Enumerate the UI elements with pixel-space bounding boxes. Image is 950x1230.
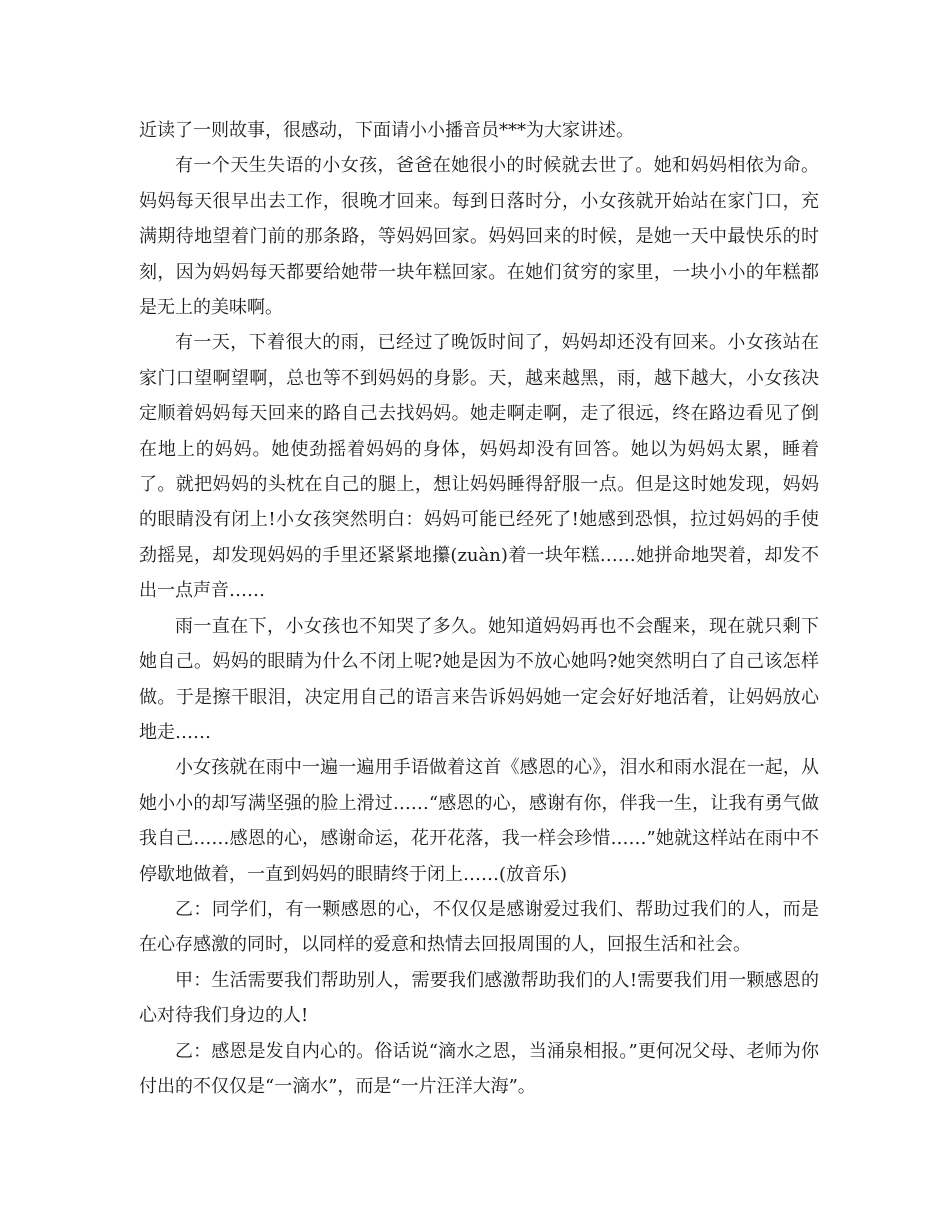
paragraph-intro: 近读了一则故事，很感动，下面请小小播音员***为大家讲述。 xyxy=(139,120,634,141)
paragraph-speaker-yi-2: 乙：感恩是发自内心的。俗话说“滴水之恩，当涌泉相报。”更何况父母、老师为你付出的不仅仅是“一滴水”，而是“一片汪洋大海”。 xyxy=(139,1040,819,1097)
paragraph-rainy-day: 有一天，下着很大的雨，已经过了晚饭时间了，妈妈却还没有回来。小女孩站在家门口望啊望啊，总也等不到妈妈的身影。天，越来越黑，雨，越下越大，小女孩决定顺着妈妈每天回来的路自己去找妈妈。她走啊走啊，走了很远，终在路边看见了倒在地上的妈妈。她使劲摇着妈妈的身体，妈妈却没有回答。她以为妈妈太累，睡着了。就把妈妈的头枕在自己的腿上，想让妈妈睡得舒服一点。但是这时她发现，妈妈的眼睛没有闭上!小女孩突然明白：妈妈可能已经死了!她感到恐惧，拉过妈妈的手使劲摇晃，却发现妈妈的手里还紧紧地攥(zuàn)着一块年糕……她拼命地哭着，却发不出一点声音…… xyxy=(139,332,819,602)
document-body xyxy=(139,113,819,1104)
paragraph-speaker-jia: 甲：生活需要我们帮助别人，需要我们感激帮助我们的人!需要我们用一颗感恩的心对待我们身边的人! xyxy=(139,969,819,1027)
paragraph-sign-language-song: 小女孩就在雨中一遍一遍用手语做着这首《感恩的心》，泪水和雨水混在一起，从她小小的却写满坚强的脸上滑过……“感恩的心，感谢有你，伴我一生，让我有勇气做我自己……感恩的心，感谢命运，花开花落，我一样会珍惜……”她就这样站在雨中不停歇地做着，一直到妈妈的眼睛终于闭上……(放音乐) xyxy=(139,757,819,885)
paragraph-speaker-yi-1: 乙：同学们，有一颗感恩的心，不仅仅是感谢爱过我们、帮助过我们的人，而是在心存感激的同时，以同样的爱意和热情去回报周围的人，回报生活和社会。 xyxy=(139,898,819,956)
paragraph-realization: 雨一直在下，小女孩也不知哭了多久。她知道妈妈再也不会醒来，现在就只剩下她自己。妈妈的眼睛为什么不闭上呢?她是因为不放心她吗?她突然明白了自己该怎样做。于是擦干眼泪，决定用自己的语言来告诉妈妈她一定会好好地活着，让妈妈放心地走…… xyxy=(139,615,819,743)
paragraph-story-beginning: 有一个天生失语的小女孩，爸爸在她很小的时候就去世了。她和妈妈相依为命。妈妈每天很早出去工作，很晚才回来。每到日落时分，小女孩就开始站在家门口，充满期待地望着门前的那条路，等妈妈回家。妈妈回来的时候，是她一天中最快乐的时刻，因为妈妈每天都要给她带一块年糕回家。在她们贫穷的家里，一块小小的年糕都是无上的美味啊。 xyxy=(139,155,819,319)
